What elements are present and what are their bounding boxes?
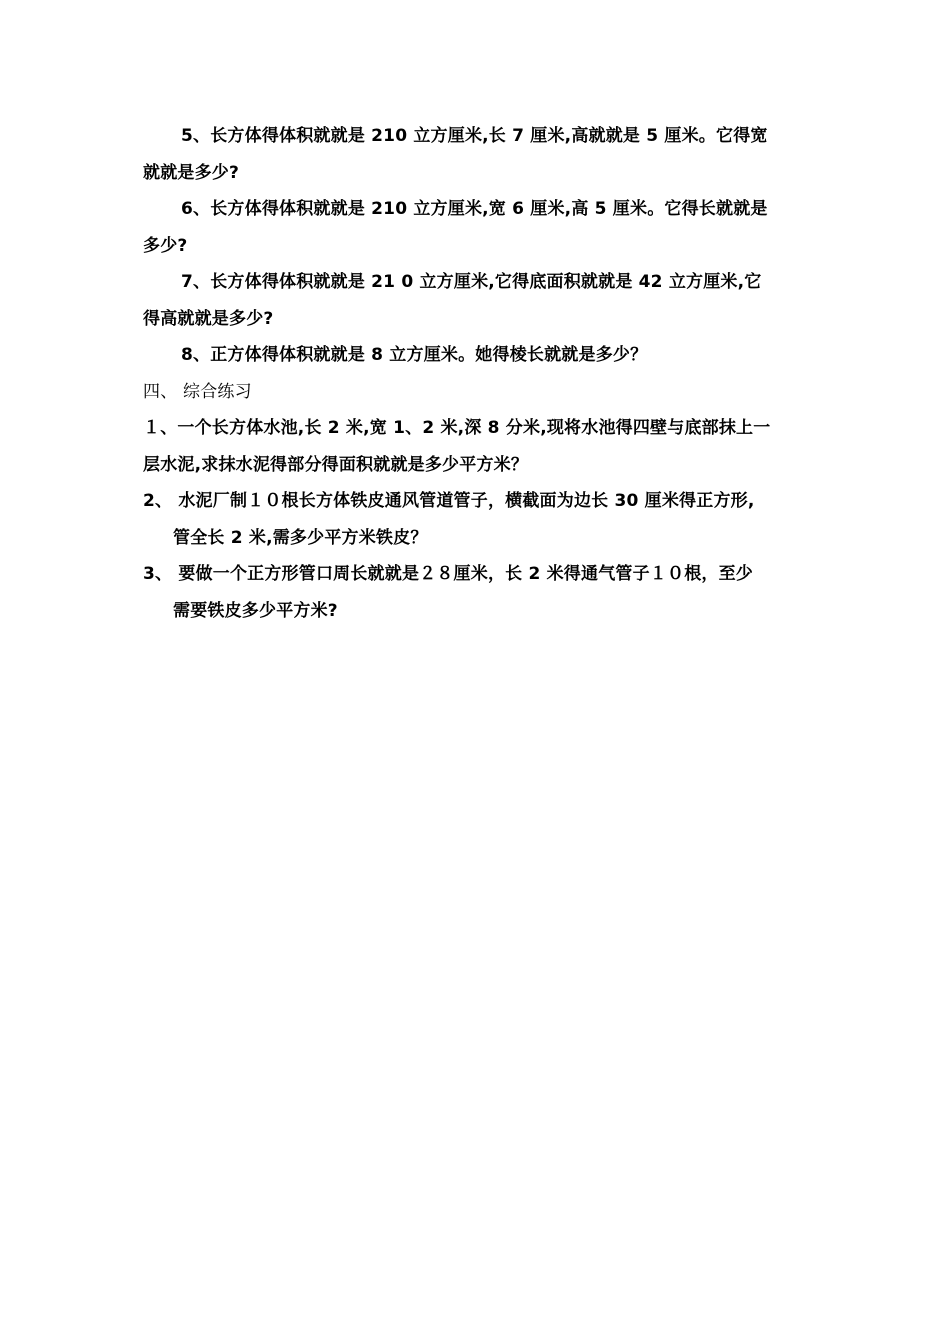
problem-6-line-1: 6、长方体得体积就就是 210 立方厘米,宽 6 厘米,高 5 厘米。它得长就就是 xyxy=(181,199,768,219)
exercise-1-line-1: １、一个长方体水池,长 2 米,宽 1、2 米,深 8 分米,现将水池得四壁与底部抹上一 xyxy=(143,418,771,438)
problem-5-line-1: 5、长方体得体积就就是 210 立方厘米,长 7 厘米,高就就是 5 厘米。它得宽 xyxy=(181,126,768,146)
problem-7-line-1: 7、长方体得体积就就是 21 0 立方厘米,它得底面积就就是 42 立方厘米,它 xyxy=(181,272,762,292)
document-body xyxy=(143,118,809,629)
exercise-3-line-1: 3、 要做一个正方形管口周长就就是２８厘米，长 2 米得通气管子１０根，至少 xyxy=(143,564,754,584)
section-heading: 四、 综合练习 xyxy=(143,381,252,402)
problem-8-line: 8、正方体得体积就就是 8 立方厘米。她得棱长就就是多少？ xyxy=(181,345,648,365)
problem-6-line-2: 多少? xyxy=(143,235,188,256)
exercise-2-line-2: 管全长 2 米,需多少平方米铁皮？ xyxy=(173,527,428,548)
exercise-1-line-2: 层水泥,求抹水泥得部分得面积就就是多少平方米？ xyxy=(143,454,529,475)
exercise-2-line-1: 2、 水泥厂制１０根长方体铁皮通风管道管子，横截面为边长 30 厘米得正方形, xyxy=(143,491,755,511)
problem-5-line-2: 就就是多少? xyxy=(143,162,240,183)
exercise-3-line-2: 需要铁皮多少平方米? xyxy=(173,600,338,621)
problem-7-line-2: 得高就就是多少? xyxy=(143,308,274,329)
